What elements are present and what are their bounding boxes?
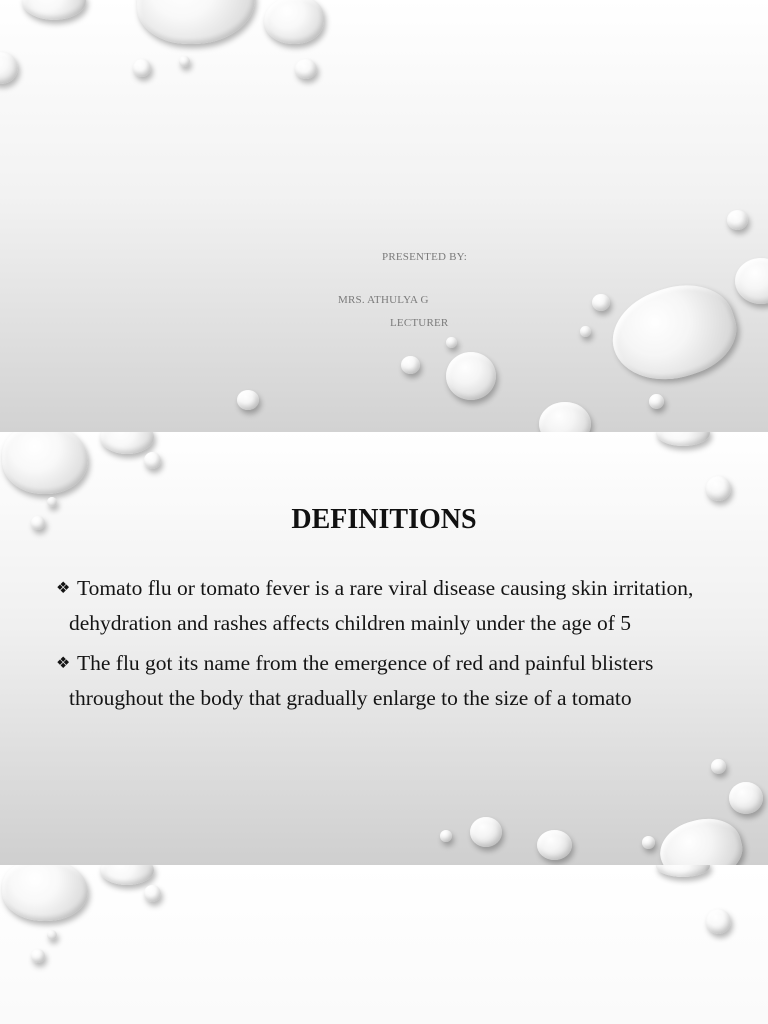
- water-drop-decoration: [446, 352, 496, 400]
- water-drop-decoration: [47, 930, 57, 940]
- water-drop-decoration: [711, 759, 726, 774]
- water-drop-decoration: [401, 356, 420, 374]
- water-drop-decoration: [649, 394, 664, 409]
- definitions-list: [58, 571, 698, 721]
- bullet-text: Tomato flu or tomato fever is a rare viral disease causing skin irritation, dehydration and rashes affects children mainly under the age of 5: [69, 576, 694, 635]
- water-drop-decoration: [601, 271, 747, 395]
- water-drop-decoration: [539, 402, 591, 432]
- water-drop-decoration: [642, 836, 655, 849]
- water-drop-decoration: [706, 476, 731, 501]
- water-drop-decoration: [22, 0, 86, 20]
- water-drop-decoration: [295, 59, 317, 79]
- water-drop-decoration: [727, 210, 748, 230]
- presented-by-label: PRESENTED BY:: [382, 251, 468, 263]
- water-drop-decoration: [656, 432, 710, 446]
- water-drop-decoration: [580, 326, 591, 337]
- presenter-name: MRS. ATHULYA G: [338, 294, 429, 306]
- water-drop-decoration: [237, 390, 259, 410]
- water-drop-decoration: [264, 0, 324, 44]
- four-petal-diamond-icon: ❖: [56, 655, 71, 672]
- definitions-slide: [0, 432, 768, 865]
- water-drop-decoration: [654, 811, 748, 865]
- water-drop-decoration: [440, 830, 452, 842]
- water-drop-decoration: [2, 865, 88, 921]
- slide-title: DEFINITIONS: [291, 504, 477, 535]
- water-drop-decoration: [656, 865, 710, 877]
- water-drop-decoration: [446, 337, 457, 348]
- water-drop-decoration: [133, 59, 151, 77]
- water-drop-decoration: [592, 294, 610, 311]
- water-drop-decoration: [0, 52, 18, 84]
- water-drop-decoration: [31, 949, 45, 963]
- title-slide: [0, 0, 768, 432]
- bullet-text: The flu got its name from the emergence of red and painful blisters throughout the body that gradually enlarge to the size of a tomato: [69, 651, 654, 710]
- water-drop-decoration: [2, 432, 88, 494]
- water-drop-decoration: [735, 258, 768, 304]
- water-drop-decoration: [729, 782, 763, 814]
- list-item: [58, 646, 698, 716]
- water-drop-decoration: [179, 56, 190, 67]
- water-drop-decoration: [537, 830, 572, 860]
- four-petal-diamond-icon: ❖: [56, 580, 71, 597]
- water-drop-decoration: [470, 817, 502, 847]
- water-drop-decoration: [144, 452, 161, 469]
- presenter-role: LECTURER: [390, 317, 449, 329]
- water-drop-decoration: [144, 885, 161, 902]
- list-item: [58, 571, 698, 641]
- next-slide-preview: [0, 865, 768, 1024]
- water-drop-decoration: [706, 909, 731, 934]
- water-drop-decoration: [137, 0, 255, 44]
- water-drop-decoration: [100, 865, 154, 885]
- water-drop-decoration: [100, 432, 154, 454]
